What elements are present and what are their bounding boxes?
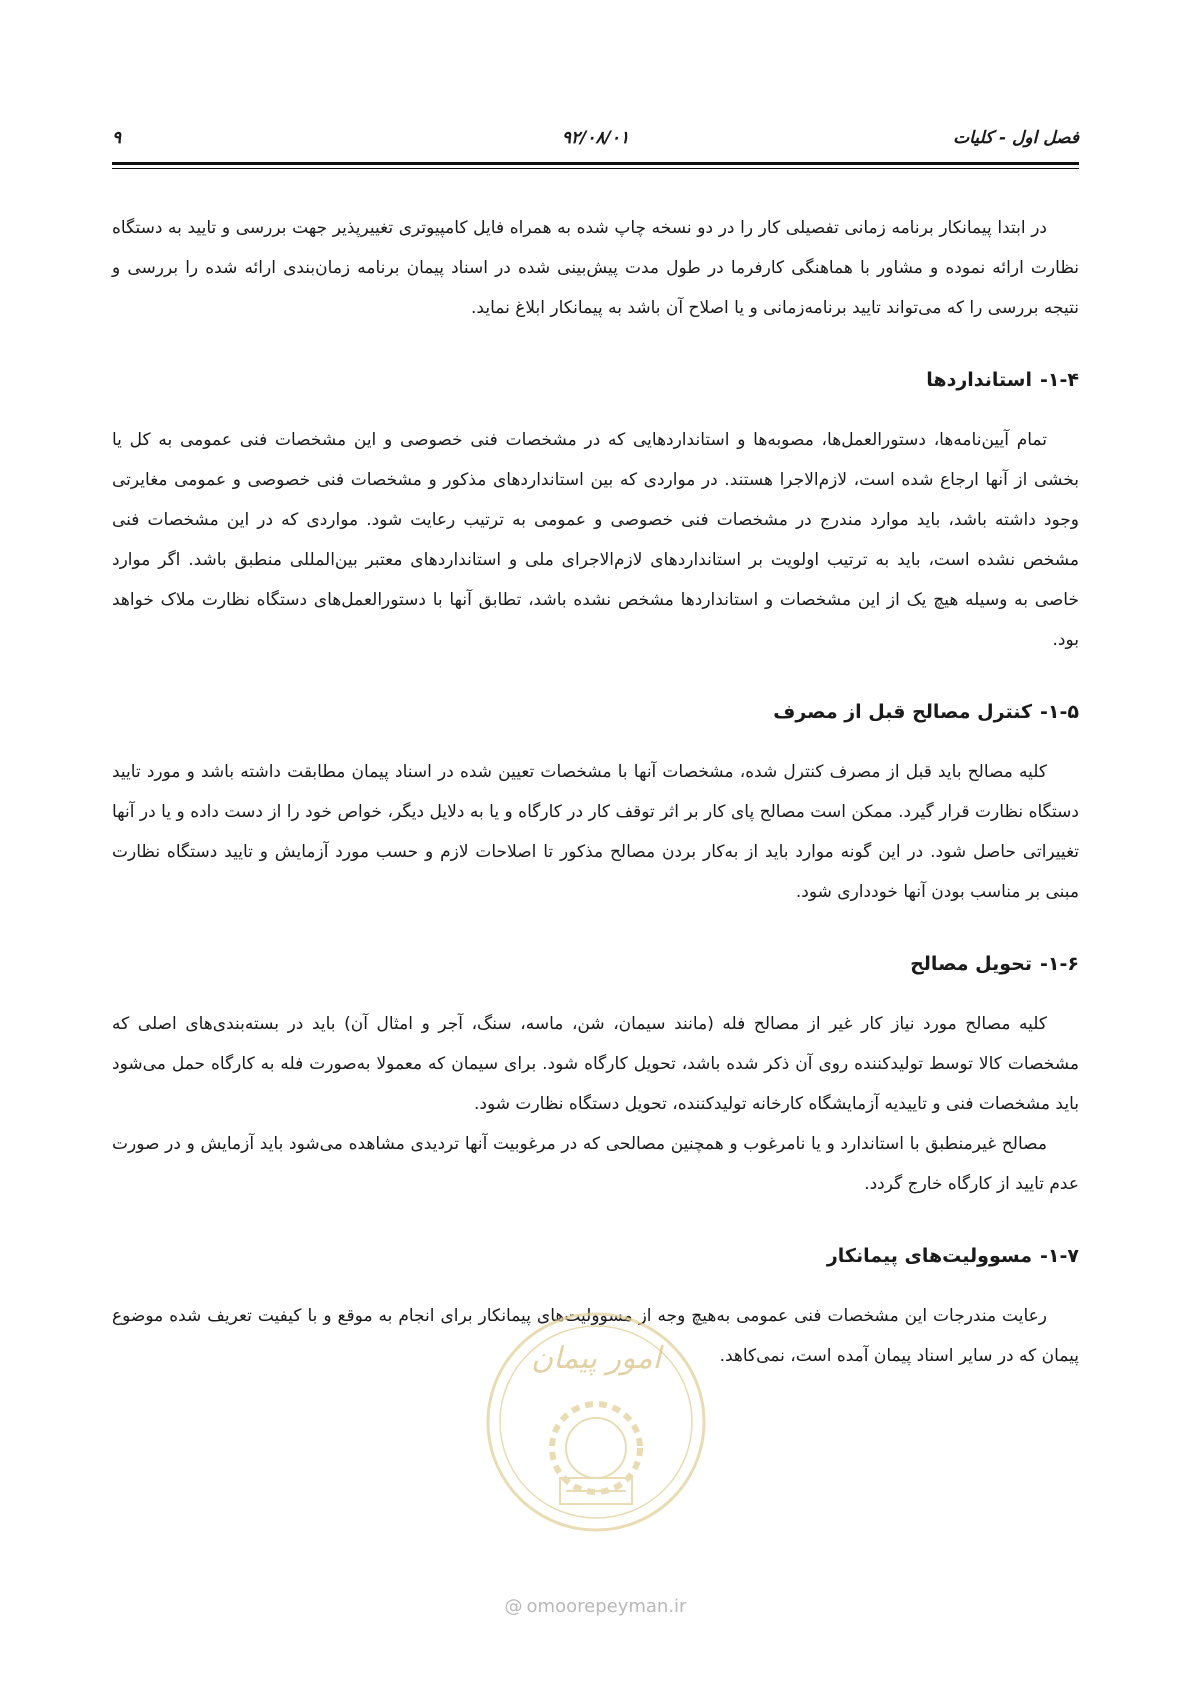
section-title: تحویل مصالح (910, 953, 1033, 975)
section-title: مسوولیت‌های پیمانکار (826, 1245, 1033, 1267)
section-heading (112, 1236, 1079, 1276)
watermark-site-text: omoorepeyman.ir (526, 1596, 687, 1617)
intro-paragraph: در ابتدا پیمانکار برنامه زمانی تفصیلی کار را در دو نسخه چاپ شده به همراه فایل کامپیوتری تغییرپذیر جهت بررسی و تایید به دستگاه نظارت ارائه نموده و مشاور با هماهنگی کارفرما در طول مدت پیش‌بینی شده در اسناد پیمان برنامه زمان‌بندی ارائه شده را بررسی و نتیجه بررسی را که می‌تواند تایید برنامه‌زمانی و یا اصلاح آن باشد به پیمانکار ابلاغ نماید. (112, 218, 1079, 318)
section-heading (112, 944, 1079, 984)
at-icon: @ (504, 1596, 523, 1617)
section-paragraph: کلیه مصالح باید قبل از مصرف کنترل شده، مشخصات آنها با مشخصات تعیین شده در اسناد پیمان مطابقت داشته باشد و مورد تایید دستگاه نظارت قرار گیرد. ممکن است مصالح پای کار بر اثر توقف کار در کارگاه و یا به دلایل دیگر، خواص خود را از دست داده و یا در آنها تغییراتی حاصل شود. در این گونه موارد باید از به‌کار بردن مصالح مذکور تا اصلاحات لازم و حسب مورد آزمایش و تایید دستگاه نظارت مبنی بر مناسب بودن آنها خودداری شود. (112, 762, 1079, 902)
section-heading (112, 360, 1079, 400)
section-number: ۱-۴- (1040, 369, 1079, 391)
section-paragraph: تمام آیین‌نامه‌ها، دستورالعمل‌ها، مصوبه‌ها و استانداردهایی که در مشخصات فنی خصوصی و این مشخصات فنی عمومی به کل یا بخشی از آنها ارجاع شده است، لازم‌الاجرا هستند. در مواردی که بین استانداردهای مذکور و مشخصات فنی خصوصی و عمومی مغایرتی وجود داشته باشد، باید موارد مندرج در مشخصات فنی خصوصی و عمومی به ترتیب رعایت شود. مواردی که در این مشخصات فنی مشخص نشده است، باید به ترتیب اولویت بر استانداردهای لازم‌الاجرای ملی و استانداردهای معتبر بین‌المللی منطبق باشد. اگر موارد خاصی به وسیله هیچ یک از این مشخصات و استانداردها مشخص نشده باشد، تطابق آنها با دستورالعمل‌های دستگاه نظارت ملاک خواهد بود. (112, 430, 1079, 650)
page-header (112, 128, 1079, 156)
section-number: ۱-۷- (1040, 1245, 1079, 1267)
watermark-site (0, 1596, 1191, 1617)
section-standards (112, 360, 1079, 660)
section-paragraph: مصالح غیرمنطبق با استاندارد و یا نامرغوب و همچنین مصالحی که در مرغوبیت آنها تردیدی مشاهده می‌شود باید آزمایش و در صورت عدم تایید از کارگاه خارج گردد. (112, 1134, 1079, 1194)
header-date: ۹۲/۰۸/۰۱ (561, 128, 630, 148)
section-material-control (112, 692, 1079, 912)
section-heading (112, 692, 1079, 732)
section-title: استانداردها (926, 369, 1033, 391)
section-number: ۱-۶- (1040, 953, 1079, 975)
section-paragraph: رعایت مندرجات این مشخصات فنی عمومی به‌هیچ وجه از مسوولیت‌های پیمانکار برای انجام به موقع و با کیفیت تعریف شده موضوع پیمان که در سایر اسناد پیمان آمده است، نمی‌کاهد. (112, 1306, 1079, 1366)
section-paragraph: کلیه مصالح مورد نیاز کار غیر از مصالح فله (مانند سیمان، شن، ماسه، سنگ، آجر و امثال آن) باید در بسته‌بندی‌های اصلی که مشخصات کالا توسط تولیدکننده روی آن ذکر شده باشد، تحویل کارگاه شود. برای سیمان که معمولا به‌صورت فله به کارگاه حمل می‌شود باید مشخصات فنی و تاییدیه آزمایشگاه کارخانه تولیدکننده، تحویل دستگاه نظارت شود. (112, 1014, 1079, 1114)
header-rule-thin (112, 168, 1079, 169)
section-material-delivery (112, 944, 1079, 1204)
watermark-logo-text: امور پیمان (531, 1341, 661, 1376)
watermark-seal-logo (482, 1308, 710, 1536)
section-title: کنترل مصالح قبل از مصرف (773, 701, 1033, 723)
chapter-title: فصل اول - کلیات (953, 128, 1079, 148)
section-number: ۱-۵- (1040, 701, 1079, 723)
page-number: ۹ (112, 128, 122, 148)
header-rule-thick (112, 162, 1079, 165)
page-body (112, 208, 1079, 1376)
